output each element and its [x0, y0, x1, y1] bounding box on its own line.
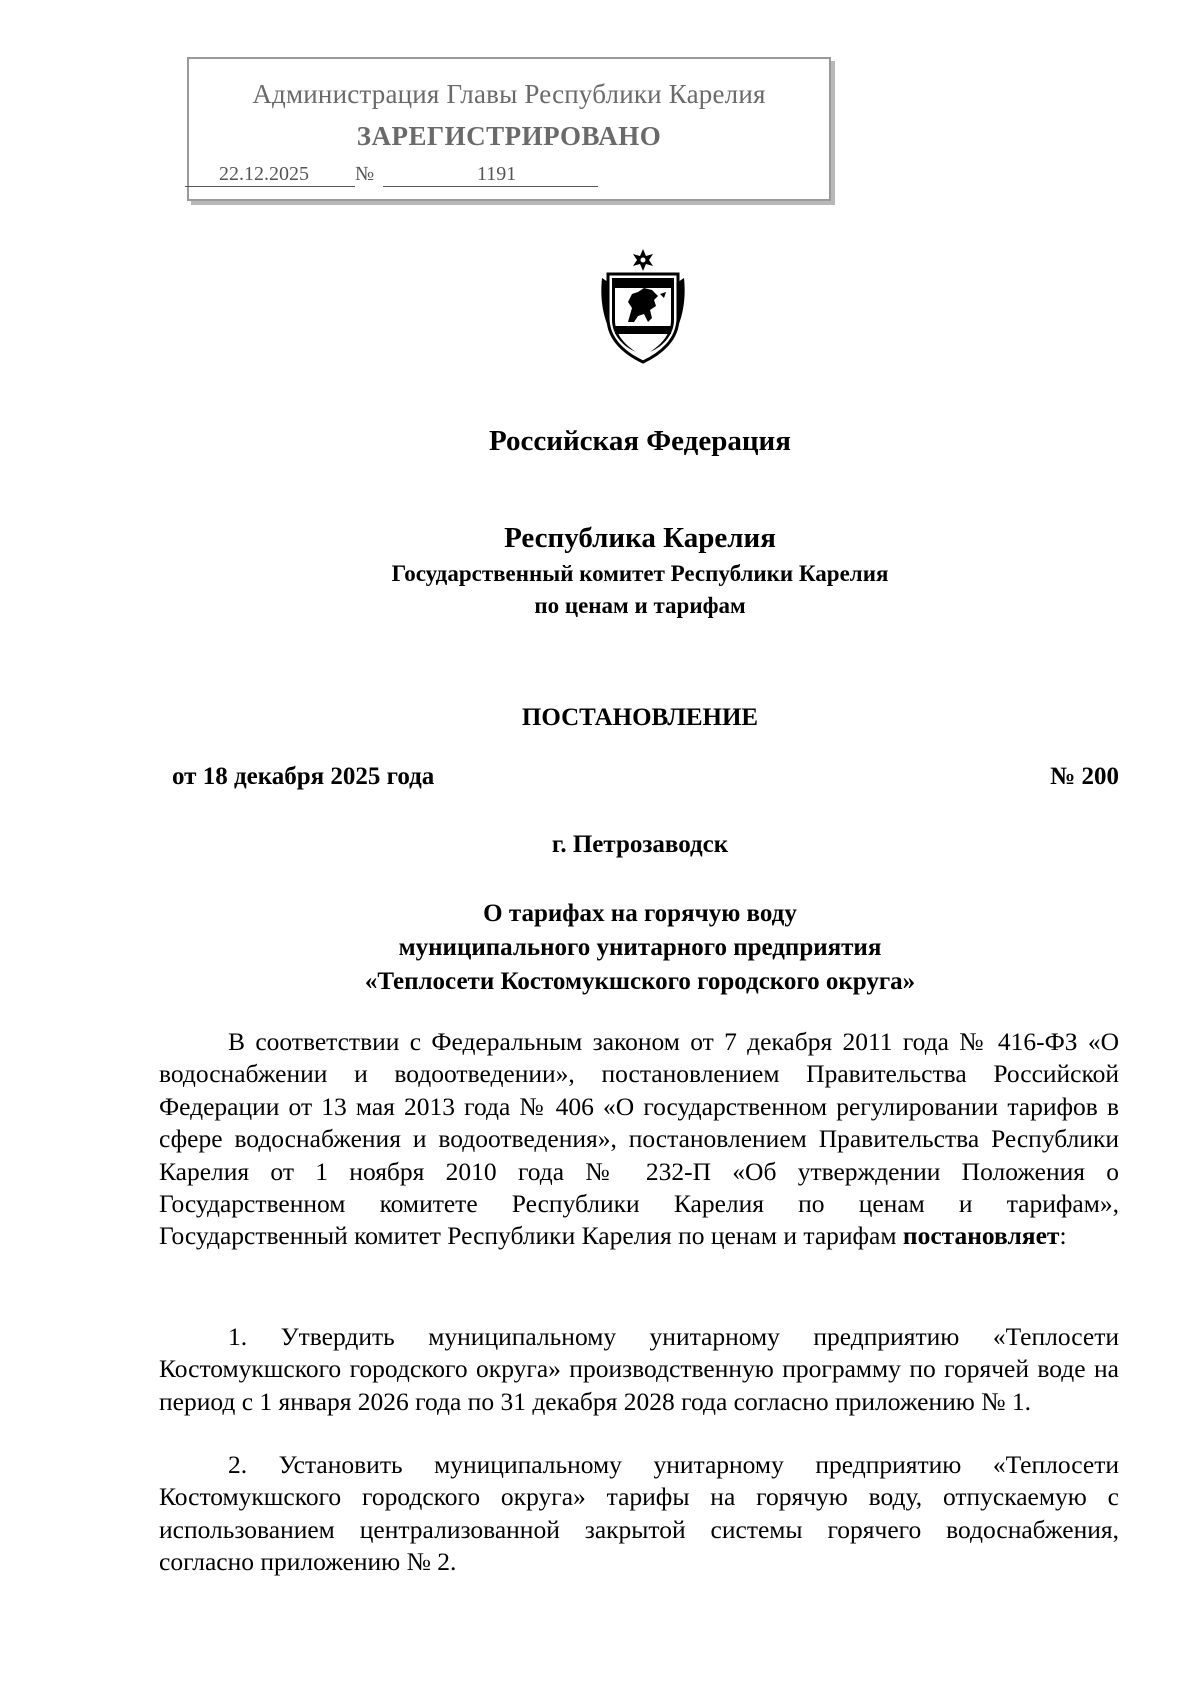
decree-title: ПОСТАНОВЛЕНИЕ [521, 704, 759, 731]
federation-heading: Российская Федерация [489, 425, 791, 457]
registration-stamp [187, 57, 831, 201]
decision-item-2 [159, 1449, 1119, 1579]
coat-of-arms-emblem [598, 248, 688, 364]
intro-text: В соответствии с Федеральным законом от 7 декабря 2011 года № 416-ФЗ «О водоснабжении и водоотведении», постановлением Правительства Российской Федерации от 13 мая 2013 года № 406 «О государственном регулировании тарифов в сфере водоснабжения и водоотведения», постановлением Правительства Республики Карелия от 1 ноября 2010 года № 232-П «Об утверждении Положения о Государственном комитете Республики Карелия по ценам и тарифам», Государственный комитет Республики Карелия по ценам и тарифам [159, 1027, 1119, 1251]
decree-number: № 200 [1050, 763, 1119, 790]
committee-heading [140, 558, 1140, 622]
item-1-text: 1. Утвердить муниципальному унитарному предприятию «Теплосети Костомукшского городского округа» производственную программу по горячей воде на период с 1 января 2026 года по 31 декабря 2028 года согласно приложению № 1. [159, 1322, 1119, 1416]
stamp-organization: Администрация Главы Республики Карелия [252, 79, 766, 109]
subject-line-1: О тарифах на горячую воду [483, 900, 797, 927]
stamp-status: ЗАРЕГИСТРИРОВАНО [356, 121, 662, 151]
intro-paragraph [159, 1026, 1119, 1253]
item-2-text: 2. Установить муниципальному унитарному предприятию «Теплосети Костомукшского городского округа» тарифы на горячую воду, отпускаемую с использованием централизованной закрытой системы горячего водоснабжения, согласно приложению № 2. [159, 1450, 1119, 1577]
decree-subject [140, 897, 1140, 999]
star-icon [633, 249, 653, 271]
stamp-registration-line [185, 163, 598, 187]
decree-city: г. Петрозаводск [551, 831, 729, 858]
subject-line-2: муниципального унитарного предприятия [398, 934, 882, 961]
committee-line-2: по ценам и тарифам [534, 593, 746, 618]
stamp-number-label: № [355, 163, 375, 185]
intro-keyword: постановляет [902, 1221, 1060, 1251]
stamp-date: 22.12.2025 [185, 163, 355, 187]
decree-date: от 18 декабря 2025 года [172, 763, 435, 790]
committee-line-1: Государственный комитет Республики Карелия [391, 561, 889, 586]
intro-end: : [1059, 1221, 1067, 1251]
republic-heading: Республика Карелия [504, 522, 776, 554]
decree-date-row [172, 763, 1119, 791]
subject-line-3: «Теплосети Костомукшского городского округа» [364, 968, 916, 995]
stamp-number: 1191 [383, 163, 598, 187]
decision-item-1 [159, 1321, 1119, 1418]
